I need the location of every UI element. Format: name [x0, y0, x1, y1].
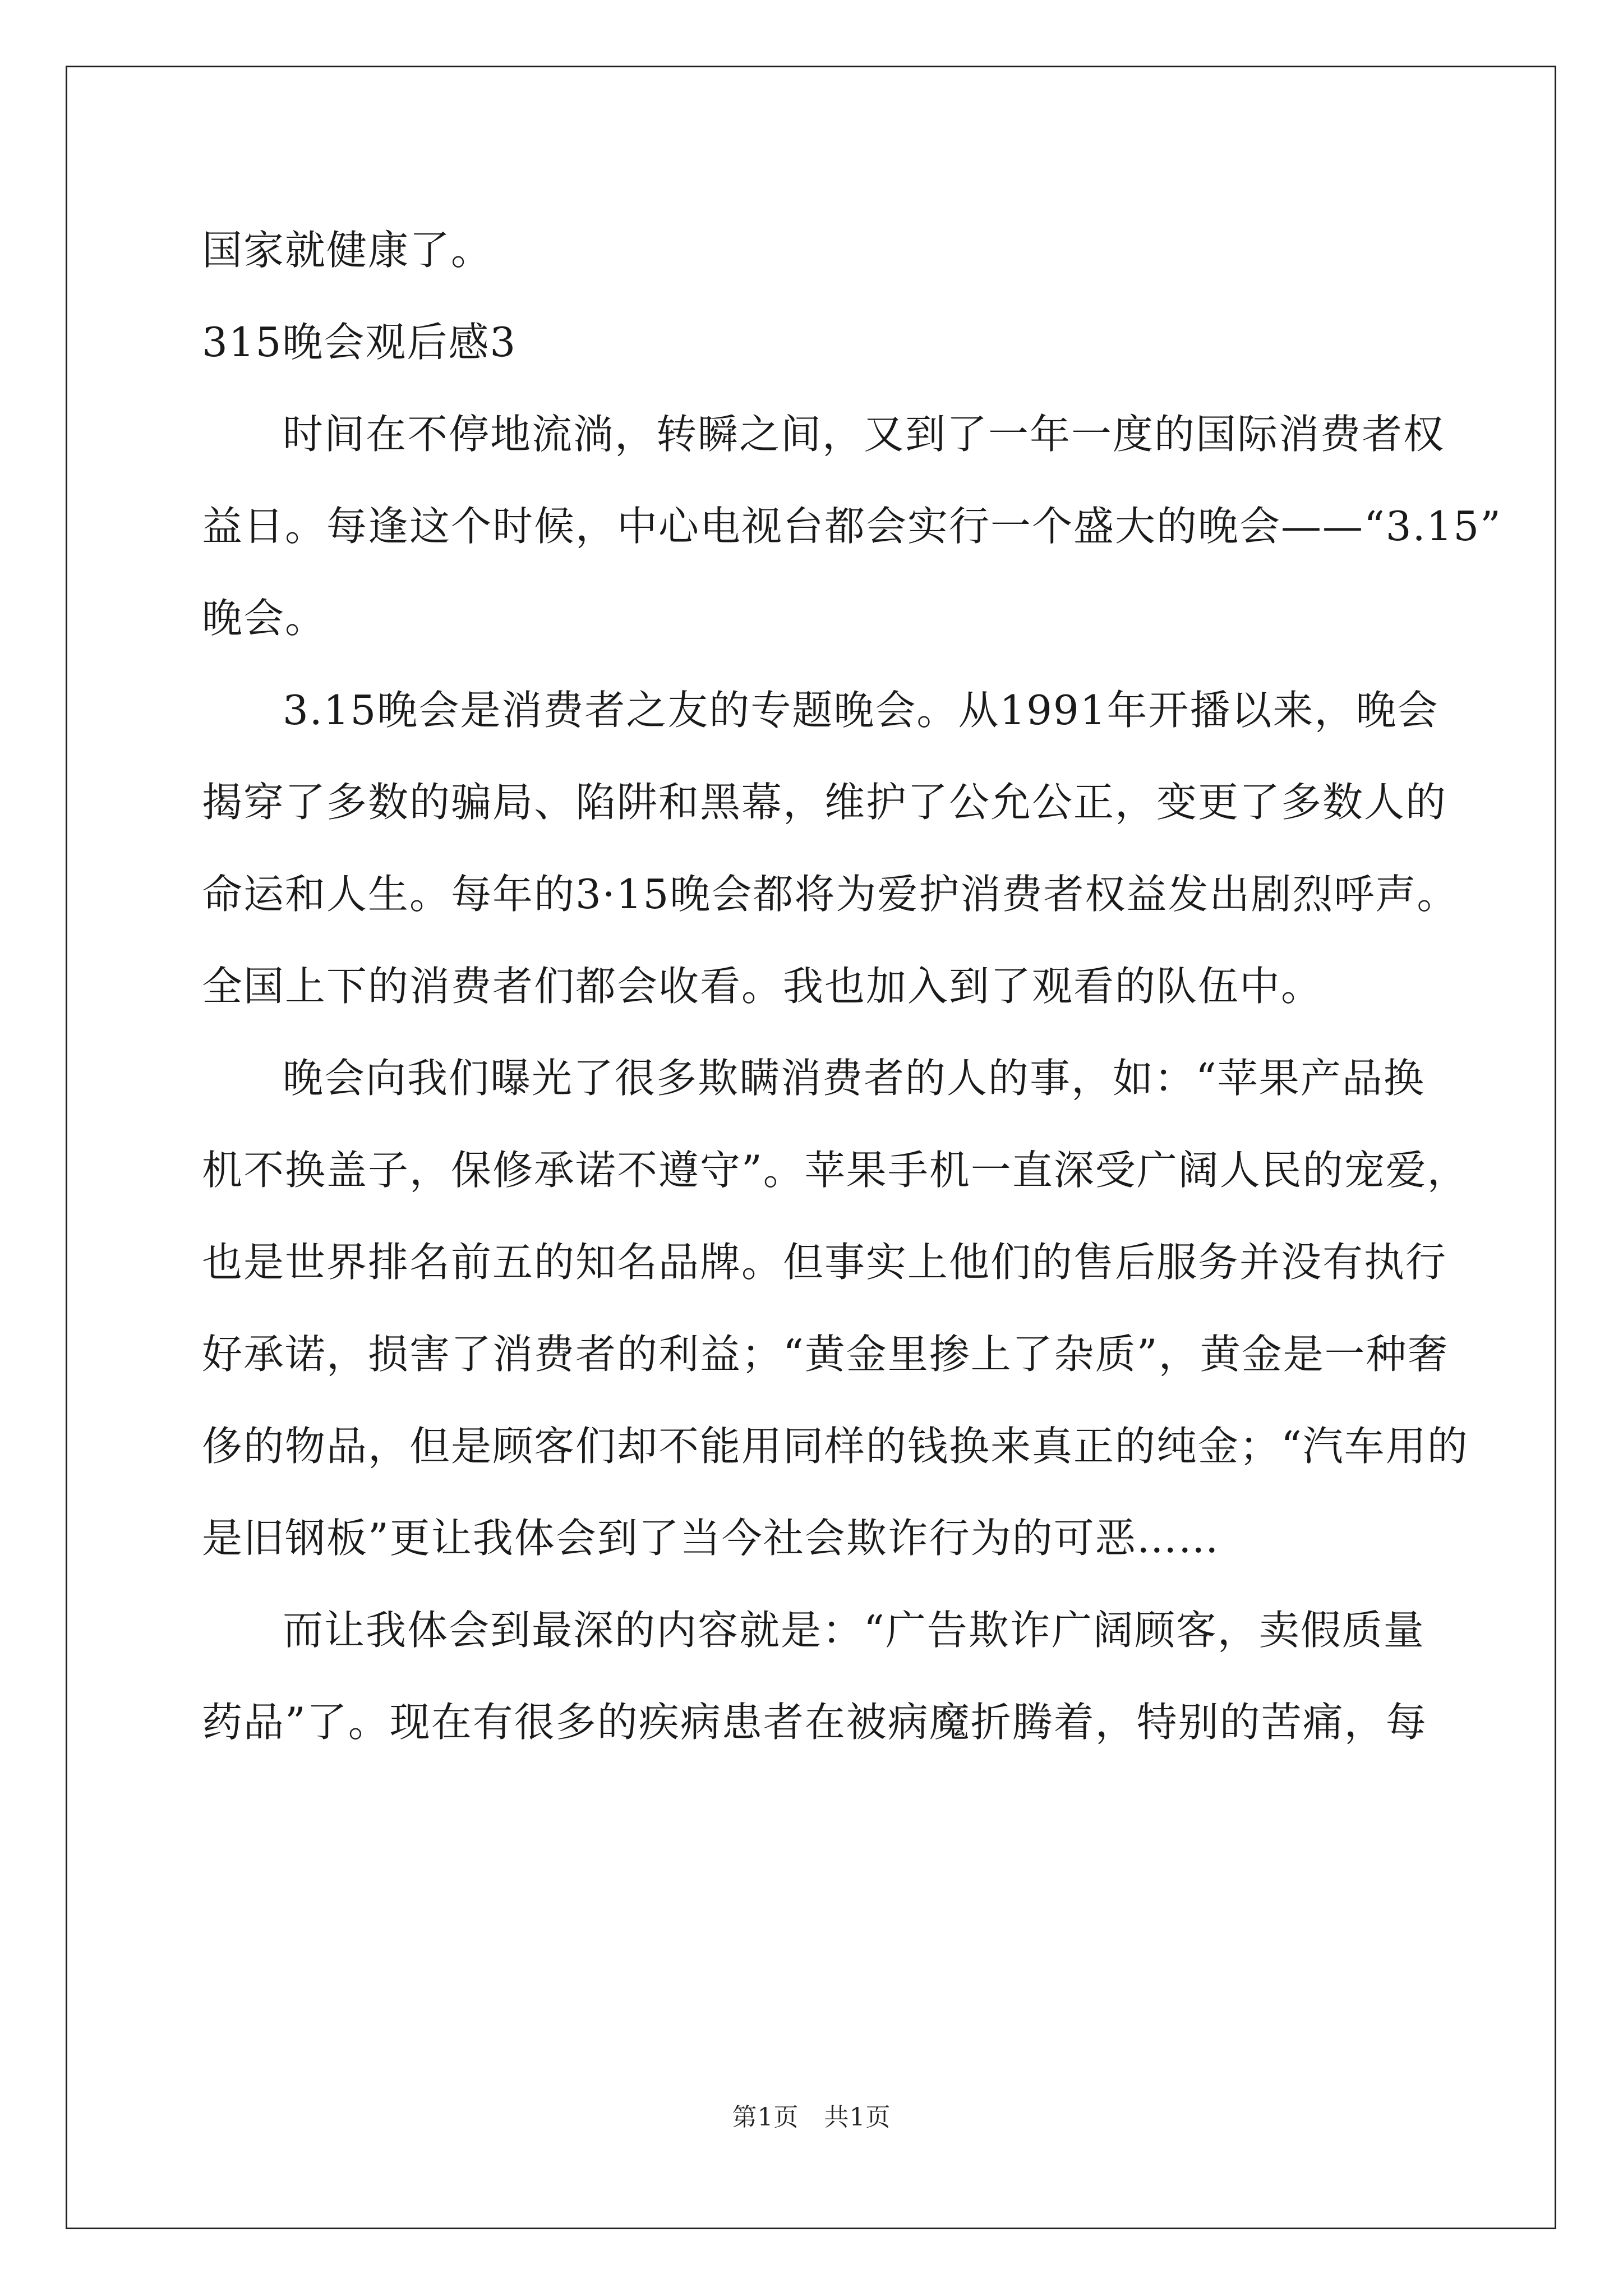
paragraph-line: 侈的物品，但是顾客们却不能用同样的钱换来真正的纯金；“汽车用的: [202, 1423, 1469, 1470]
paragraph-line: 时间在不停地流淌，转瞬之间，又到了一年一度的国际消费者权: [283, 411, 1445, 458]
paragraph-line: 晚会向我们曝光了很多欺瞒消费者的人的事，如：“苹果产品换: [283, 1055, 1425, 1102]
document-body: [202, 204, 1502, 1768]
paragraph-line: 晚会。: [202, 595, 327, 642]
paragraph-line: 机不换盖子，保修承诺不遵守”。苹果手机一直深受广阔人民的宠爱，: [202, 1147, 1469, 1194]
section-title: 315晚会观后感3: [202, 319, 517, 366]
paragraph-line: 益日。每逢这个时候，中心电视台都会实行一个盛大的晚会——“3.15”: [202, 503, 1502, 550]
paragraph-line: 是旧钢板”更让我体会到了当今社会欺诈行为的可恶……: [202, 1515, 1220, 1562]
paragraph-line: 而让我体会到最深的内容就是：“广告欺诈广阔顾客，卖假质量: [283, 1607, 1425, 1654]
paragraph-line: 3.15晚会是消费者之友的专题晚会。从1991年开播以来，晚会: [283, 687, 1439, 734]
paragraph-line: 全国上下的消费者们都会收看。我也加入到了观看的队伍中。: [202, 963, 1323, 1010]
paragraph-line: 好承诺，损害了消费者的利益；“黄金里掺上了杂质”，黄金是一种奢: [202, 1331, 1449, 1378]
paragraph-line: 命运和人生。每年的3·15晚会都将为爱护消费者权益发出剧烈呼声。: [202, 871, 1459, 918]
page-number: 第1页 共1页: [732, 2103, 891, 2132]
paragraph-line: 也是世界排名前五的知名品牌。但事实上他们的售后服务并没有执行: [202, 1239, 1447, 1286]
paragraph-line: 药品”了。现在有很多的疾病患者在被病魔折腾着，特别的苦痛，每: [202, 1699, 1427, 1746]
paragraph-line: 揭穿了多数的骗局、陷阱和黑幕，维护了公允公正，变更了多数人的: [202, 779, 1447, 826]
text-line: 国家就健康了。: [202, 227, 493, 274]
